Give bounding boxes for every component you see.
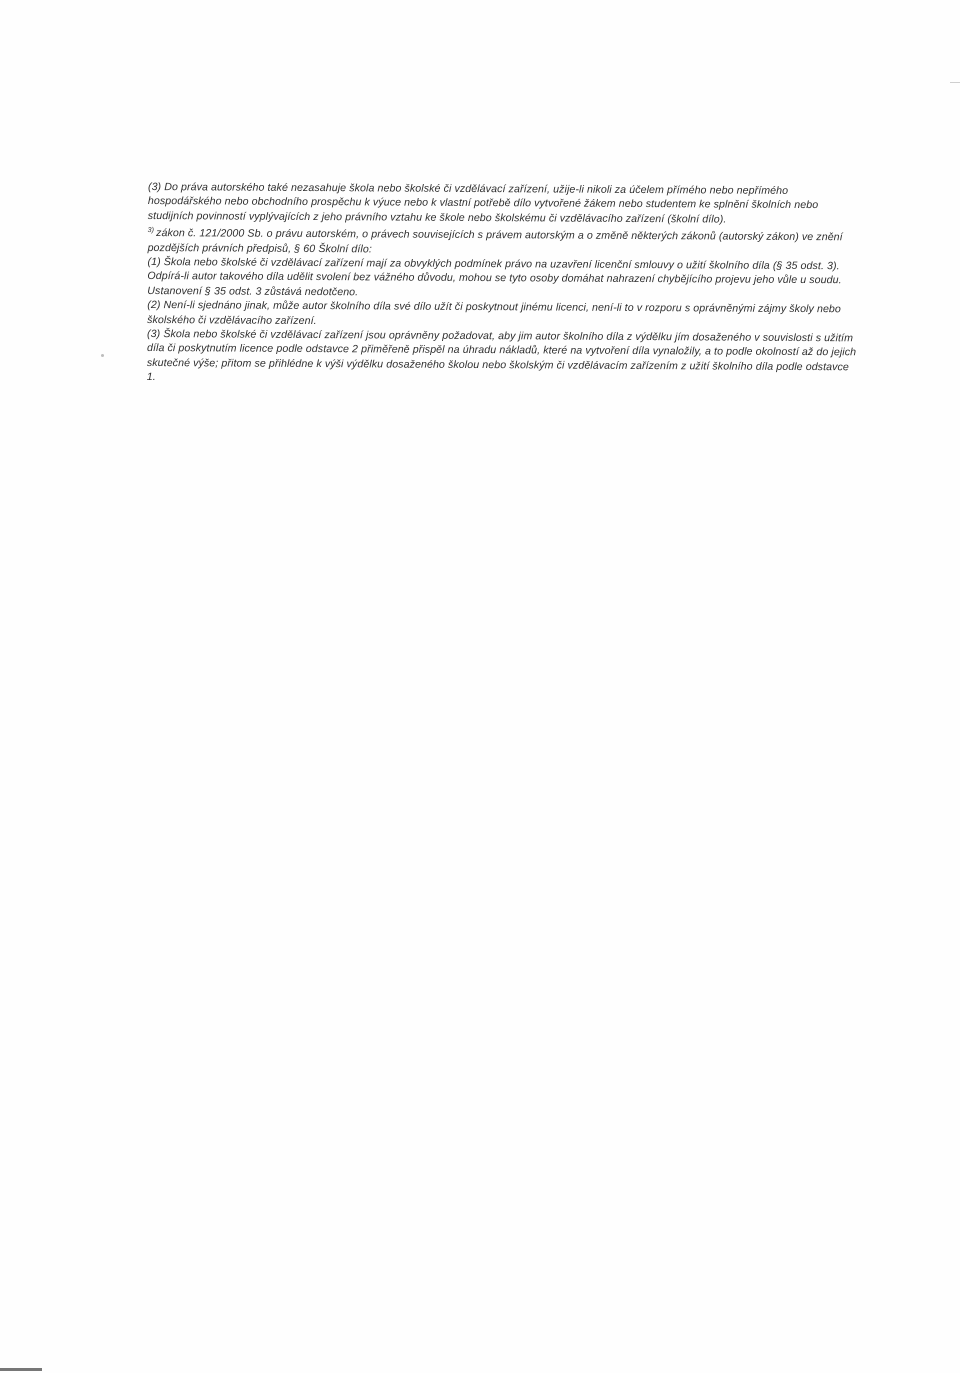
footnote-marker: 3) <box>147 227 155 235</box>
paragraph-author-use: (2) Není-li sjednáno jinak, může autor školního díla své dílo užít či poskytnout jinému licenci, není-li to v rozporu s oprávněnými zájmy školy nebo školského či vzdělávacího zařízení. <box>147 299 841 327</box>
paragraph-school-work: (3) Do práva autorského také nezasahuje škola nebo školské či vzdělávací zařízení, užije-li nikoli za účelem přímého nebo nepřímého hospodářského nebo obchodního prospěchu k výuce nebo k vlastní potřebě dílo vytvořené žákem nebo studentem ke splnění školních nebo studijních povinností vyplývajících z jeho právního vztahu ke škole nebo školskému či vzdělávacího zařízení (školní dílo). <box>147 180 819 226</box>
paragraph-cost-contribution: (3) Škola nebo školské či vzdělávací zařízení jsou oprávněny požadovat, aby jim autor školního díla z výdělku jím dosaženého v souvislosti s užitím díla či poskytnutím licence podle odstavce 2 přiměřeně přispěl na úhradu nákladů, které na vytvoření díla vynaložily, a to podle okolností až do jejich skutečné výše; přitom se přihlédne k výši výdělku dosaženého školou nebo školským či vzdělávacím zařízením z užití školního díla podle odstavce 1. <box>146 328 857 384</box>
scan-speck <box>101 354 104 357</box>
scan-edge-line <box>0 1368 42 1371</box>
scan-edge-mark <box>950 82 960 83</box>
legal-text-block <box>147 180 860 389</box>
footnote-text: zákon č. 121/2000 Sb. o právu autorském, o právech souvisejících s právem autorským a o změně některých zákonů (autorský zákon) ve znění pozdějších právních předpisů, § 60 Školní dílo: <box>147 227 843 255</box>
paragraph-license-right: (1) Škola nebo školské či vzdělávací zařízení mají za obvyklých podmínek právo na uzavření licenční smlouvy o užití školního díla (§ 35 odst. 3). Odpírá-li autor takového díla udělit svolení bez vážného důvodu, mohou se tyto osoby domáhat nahrazení chybějícího projevu jeho vůle u soudu. Ustanovení § 35 odst. 3 zůstává nedotčeno. <box>147 256 842 299</box>
paragraph-footnote-law <box>148 224 860 259</box>
